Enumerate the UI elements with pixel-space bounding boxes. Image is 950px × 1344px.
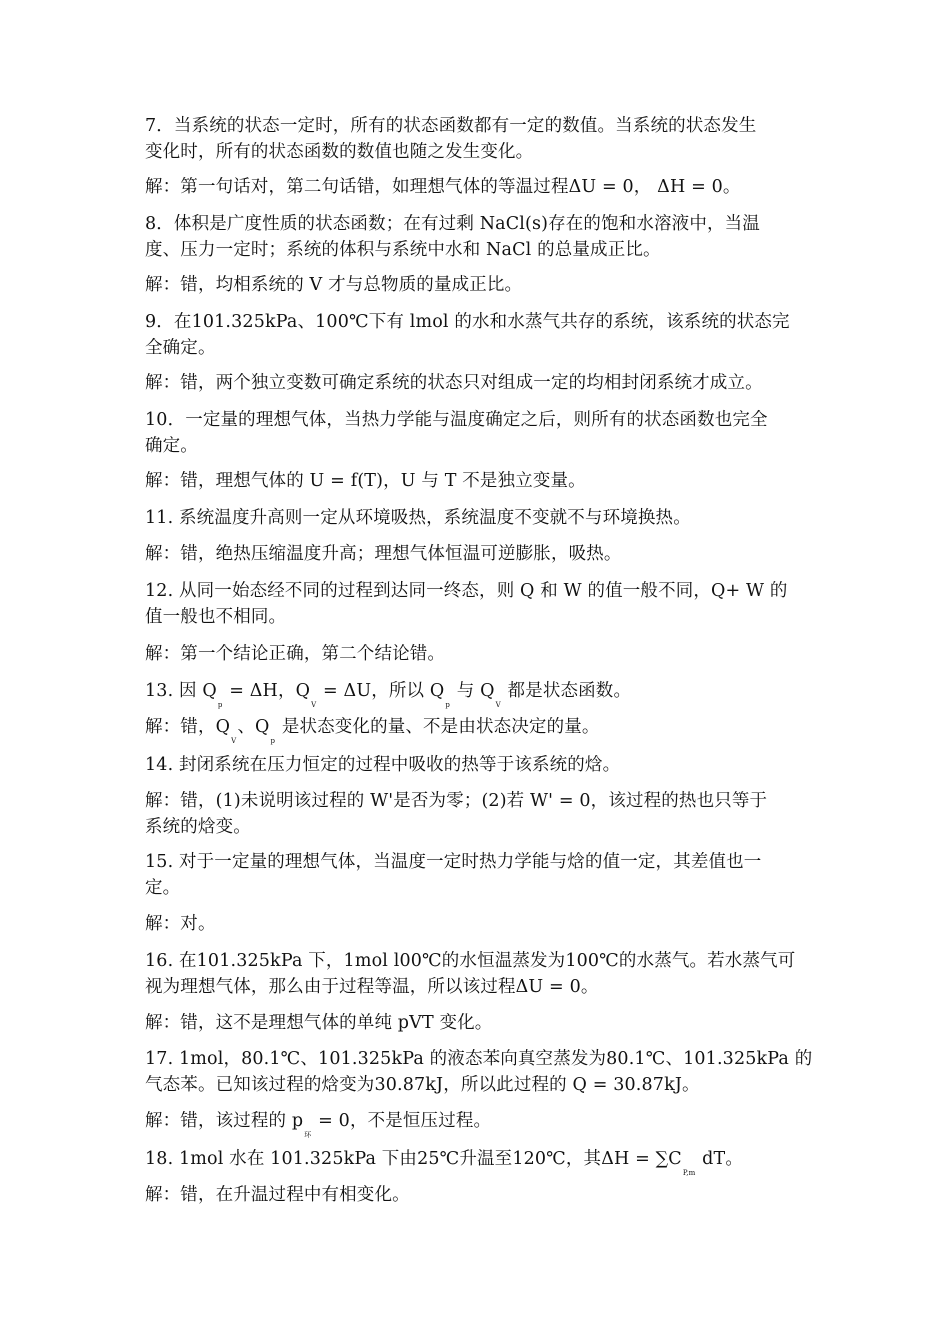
answer-17-line-1 xyxy=(145,1108,810,1139)
answer-7 xyxy=(145,174,810,200)
a13-sub-v: V xyxy=(231,737,237,745)
a13-text-a: 解：错，Q xyxy=(145,717,231,737)
question-12 xyxy=(145,578,810,630)
answer-9 xyxy=(145,370,810,396)
q13-text-a: 13. 因 Q xyxy=(145,681,217,701)
q13-sub-p2: p xyxy=(445,701,451,709)
question-8-line-1: 8．体积是广度性质的状态函数；在有过剩 NaCl(s)存在的饱和水溶液中，当温 xyxy=(145,214,760,234)
question-10-line-1: 10．一定量的理想气体，当热力学能与温度确定之后，则所有的状态函数也完全 xyxy=(145,410,768,430)
question-15-line-2: 定。 xyxy=(145,878,181,898)
q13-sub-v2: V xyxy=(495,701,501,709)
q13-sub-p: p xyxy=(217,701,223,709)
question-16-line-2: 视为理想气体，那么由于过程等温，所以该过程ΔU = 0。 xyxy=(145,977,599,997)
answer-18-line-1: 解：错，在升温过程中有相变化。 xyxy=(145,1185,410,1205)
question-13-line-1 xyxy=(145,678,810,709)
q18-sub-pm: P,m xyxy=(682,1169,696,1177)
question-9 xyxy=(145,309,810,361)
answer-11 xyxy=(145,541,810,567)
answer-15 xyxy=(145,911,810,937)
answer-13-line-1 xyxy=(145,714,810,745)
question-17-line-2: 气态苯。已知该过程的焓变为30.87kJ，所以此过程的 Q = 30.87kJ。 xyxy=(145,1075,700,1095)
question-16 xyxy=(145,948,810,1000)
question-13 xyxy=(145,678,810,709)
a17-text-b: = 0，不是恒压过程。 xyxy=(312,1111,492,1131)
answer-10-line-1: 解：错，理想气体的 U = f(T)，U 与 T 不是独立变量。 xyxy=(145,471,586,491)
question-10 xyxy=(145,407,810,459)
q13-text-c: = ΔU，所以 Q xyxy=(317,681,445,701)
answer-10 xyxy=(145,468,810,494)
q13-text-d: 与 Q xyxy=(451,681,495,701)
question-12-line-1: 12. 从同一始态经不同的过程到达同一终态，则 Q 和 W 的值一般不同，Q+ W 的 xyxy=(145,581,788,601)
answer-7-line-1: 解：第一句话对，第二句话错，如理想气体的等温过程ΔU = 0， ΔH = 0。 xyxy=(145,177,741,197)
answer-17 xyxy=(145,1108,810,1139)
answer-11-line-1: 解：错，绝热压缩温度升高；理想气体恒温可逆膨胀，吸热。 xyxy=(145,544,622,564)
question-15 xyxy=(145,849,810,901)
q18-text-b: dT。 xyxy=(696,1149,743,1169)
question-9-line-2: 全确定。 xyxy=(145,338,216,358)
question-11-line-1: 11. 系统温度升高则一定从环境吸热，系统温度不变就不与环境换热。 xyxy=(145,508,691,528)
answer-14-line-1: 解：错，(1)未说明该过程的 W'是否为零；(2)若 W' = 0，该过程的热也只等于 xyxy=(145,791,768,811)
a13-text-b: 、Q xyxy=(237,717,270,737)
question-7-line-2: 变化时，所有的状态函数的数值也随之发生变化。 xyxy=(145,142,534,162)
question-18 xyxy=(145,1146,810,1177)
answer-14-line-2: 系统的焓变。 xyxy=(145,817,251,837)
question-8-line-2: 度、压力一定时；系统的体积与系统中水和 NaCl 的总量成正比。 xyxy=(145,240,661,260)
answer-12 xyxy=(145,641,810,667)
answer-16-line-1: 解：错，这不是理想气体的单纯 pVT 变化。 xyxy=(145,1013,493,1033)
a13-text-c: 是状态变化的量、不是由状态决定的量。 xyxy=(276,717,600,737)
question-8 xyxy=(145,211,810,263)
q13-text-e: 都是状态函数。 xyxy=(501,681,632,701)
answer-9-line-1: 解：错，两个独立变数可确定系统的状态只对组成一定的均相封闭系统才成立。 xyxy=(145,373,763,393)
question-12-line-2: 值一般也不相同。 xyxy=(145,607,287,627)
question-10-line-2: 确定。 xyxy=(145,436,198,456)
question-11 xyxy=(145,505,810,531)
answer-18 xyxy=(145,1182,810,1208)
answer-8 xyxy=(145,272,810,298)
question-7 xyxy=(145,113,810,165)
answer-13 xyxy=(145,714,810,745)
question-16-line-1: 16. 在101.325kPa 下，1mol l00℃的水恒温蒸发为100℃的水蒸气。若水蒸气可 xyxy=(145,951,796,971)
a13-sub-p: p xyxy=(270,737,276,745)
answer-15-line-1: 解：对。 xyxy=(145,914,216,934)
q18-text-a: 18. 1mol 水在 101.325kPa 下由25℃升温至120℃，其ΔH = ∑C xyxy=(145,1149,682,1169)
answer-8-line-1: 解：错，均相系统的 V 才与总物质的量成正比。 xyxy=(145,275,523,295)
a17-sub-env: 环 xyxy=(304,1131,312,1139)
q13-sub-v: V xyxy=(311,701,317,709)
question-15-line-1: 15. 对于一定量的理想气体，当温度一定时热力学能与焓的值一定，其差值也一 xyxy=(145,852,762,872)
question-9-line-1: 9．在101.325kPa、100℃下有 lmol 的水和水蒸气共存的系统，该系统的状态完 xyxy=(145,312,790,332)
question-7-line-1: 7．当系统的状态一定时，所有的状态函数都有一定的数值。当系统的状态发生 xyxy=(145,116,757,136)
question-17 xyxy=(145,1046,813,1098)
question-17-line-1: 17. 1mol，80.1℃、101.325kPa 的液态苯向真空蒸发为80.1℃、101.325kPa 的 xyxy=(145,1049,813,1069)
q13-text-b: = ΔH，Q xyxy=(223,681,311,701)
answer-16 xyxy=(145,1010,810,1036)
question-14-line-1: 14. 封闭系统在压力恒定的过程中吸收的热等于该系统的焓。 xyxy=(145,755,621,775)
question-14 xyxy=(145,752,810,778)
answer-12-line-1: 解：第一个结论正确，第二个结论错。 xyxy=(145,644,446,664)
answer-14 xyxy=(145,788,810,840)
a17-text-a: 解：错，该过程的 p xyxy=(145,1111,304,1131)
question-18-line-1 xyxy=(145,1146,810,1177)
